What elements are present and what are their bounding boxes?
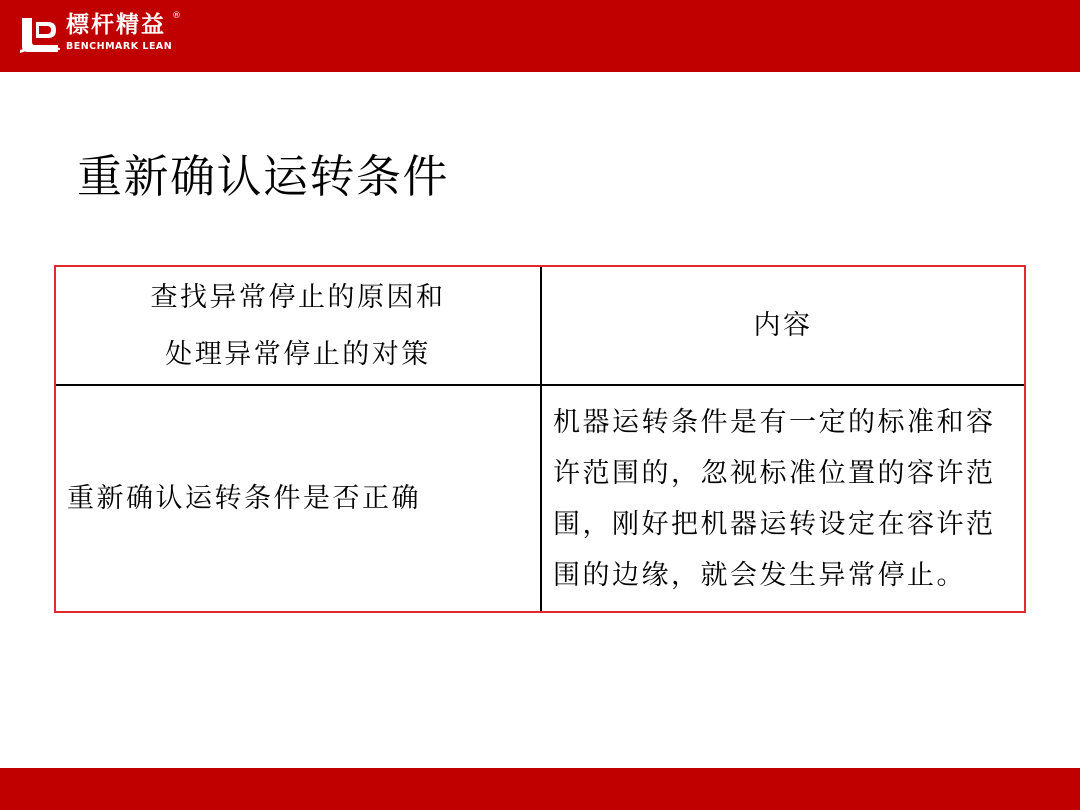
slide-title: 重新确认运转条件 — [77, 150, 450, 203]
content-table — [54, 265, 1026, 613]
content-line: 围，刚好把机器运转设定在容许范 — [553, 508, 996, 540]
logo-name: 標杆精益 — [66, 12, 166, 38]
bottom-brand-bar — [0, 768, 1080, 810]
benchmark-lean-logo-icon — [18, 14, 62, 56]
content-line: 围的边缘，就会发生异常停止。 — [553, 559, 966, 591]
table-row-content — [542, 386, 1024, 611]
top-brand-bar — [0, 0, 1080, 72]
content-line: 机器运转条件是有一定的标准和容 — [553, 406, 996, 438]
content-line: 许范围的，忽视标准位置的容许范 — [553, 457, 996, 489]
table-row-item: 重新确认运转条件是否正确 — [67, 482, 421, 514]
header-left-line: 处理异常停止的对策 — [165, 338, 431, 370]
table-header-right: 内容 — [753, 309, 813, 341]
header-left-line: 查找异常停止的原因和 — [150, 281, 446, 313]
table-header-left — [56, 267, 540, 384]
registered-mark: ® — [172, 11, 181, 21]
logo-subtitle: BENCHMARK LEAN — [66, 41, 173, 52]
